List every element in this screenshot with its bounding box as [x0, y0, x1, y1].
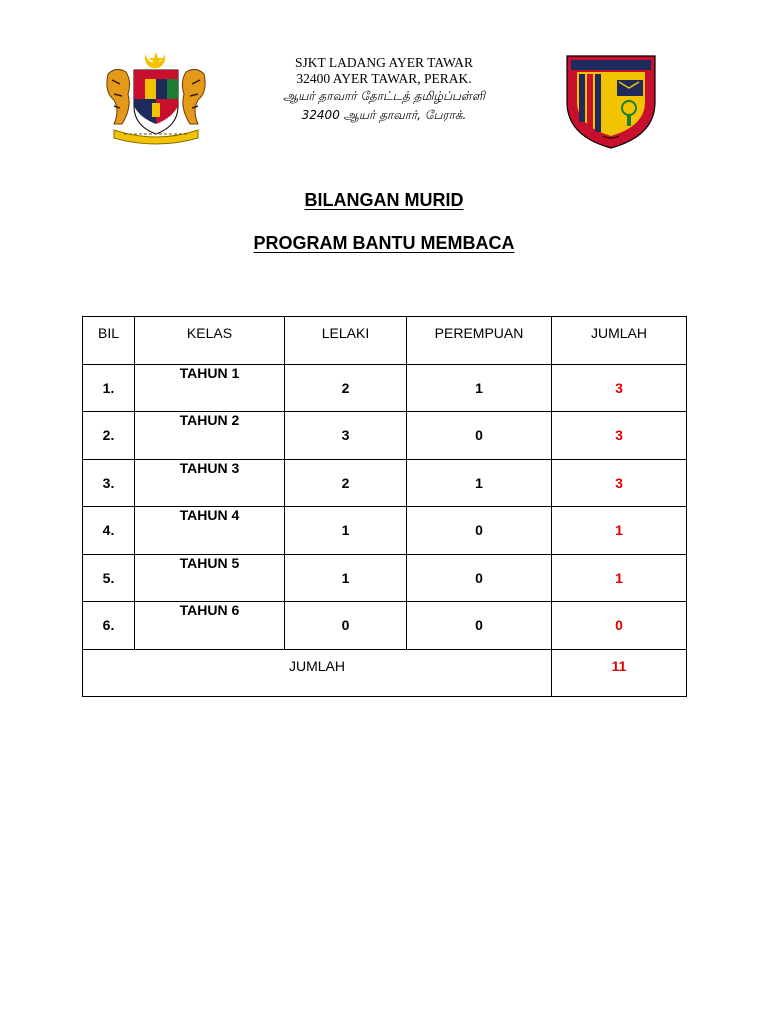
cell-bil: 5.	[83, 554, 135, 602]
grand-total-value: 11	[552, 649, 687, 697]
cell-kelas: TAHUN 3	[135, 459, 285, 507]
grand-total-label: JUMLAH	[83, 649, 552, 697]
cell-jumlah: 0	[552, 602, 687, 650]
table-row	[83, 459, 687, 507]
cell-kelas: TAHUN 6	[135, 602, 285, 650]
header-bil: BIL	[83, 317, 135, 365]
table-header-row	[83, 317, 687, 365]
grand-total-row	[83, 649, 687, 697]
cell-jumlah: 1	[552, 554, 687, 602]
cell-jumlah: 3	[552, 459, 687, 507]
school-address-line: 32400 AYER TAWAR, PERAK.	[296, 71, 472, 86]
cell-perempuan: 0	[407, 554, 552, 602]
cell-lelaki: 2	[285, 364, 407, 412]
student-count-table	[82, 316, 687, 697]
page-title: BILANGAN MURID	[304, 190, 464, 210]
table-row	[83, 507, 687, 555]
school-crest-icon	[563, 52, 659, 150]
cell-bil: 3.	[83, 459, 135, 507]
cell-lelaki: 1	[285, 507, 407, 555]
header-lelaki: LELAKI	[285, 317, 407, 365]
cell-jumlah: 1	[552, 507, 687, 555]
school-name-tamil-line: ஆயர் தாவார் தோட்டத் தமிழ்ப்பள்ளி	[282, 89, 486, 103]
table-row	[83, 412, 687, 460]
cell-lelaki: 3	[285, 412, 407, 460]
cell-perempuan: 1	[407, 459, 552, 507]
cell-bil: 4.	[83, 507, 135, 555]
cell-lelaki: 0	[285, 602, 407, 650]
school-name-line: SJKT LADANG AYER TAWAR	[295, 55, 473, 70]
school-address-tamil-line: 32400 ஆயர் தாவார், பேராக்.	[301, 108, 467, 122]
table-row	[83, 602, 687, 650]
header-jumlah: JUMLAH	[552, 317, 687, 365]
cell-bil: 2.	[83, 412, 135, 460]
cell-kelas: TAHUN 1	[135, 364, 285, 412]
cell-jumlah: 3	[552, 364, 687, 412]
table-row	[83, 364, 687, 412]
cell-jumlah: 3	[552, 412, 687, 460]
cell-perempuan: 1	[407, 364, 552, 412]
header-kelas: KELAS	[135, 317, 285, 365]
cell-lelaki: 1	[285, 554, 407, 602]
cell-kelas: TAHUN 5	[135, 554, 285, 602]
cell-perempuan: 0	[407, 602, 552, 650]
page-subtitle: PROGRAM BANTU MEMBACA	[253, 233, 515, 253]
cell-bil: 1.	[83, 364, 135, 412]
cell-kelas: TAHUN 2	[135, 412, 285, 460]
cell-kelas: TAHUN 4	[135, 507, 285, 555]
cell-bil: 6.	[83, 602, 135, 650]
cell-lelaki: 2	[285, 459, 407, 507]
header-perempuan: PEREMPUAN	[407, 317, 552, 365]
letterhead	[200, 55, 568, 125]
table-row	[83, 554, 687, 602]
cell-perempuan: 0	[407, 507, 552, 555]
malaysia-coat-of-arms-icon	[100, 50, 212, 146]
cell-perempuan: 0	[407, 412, 552, 460]
